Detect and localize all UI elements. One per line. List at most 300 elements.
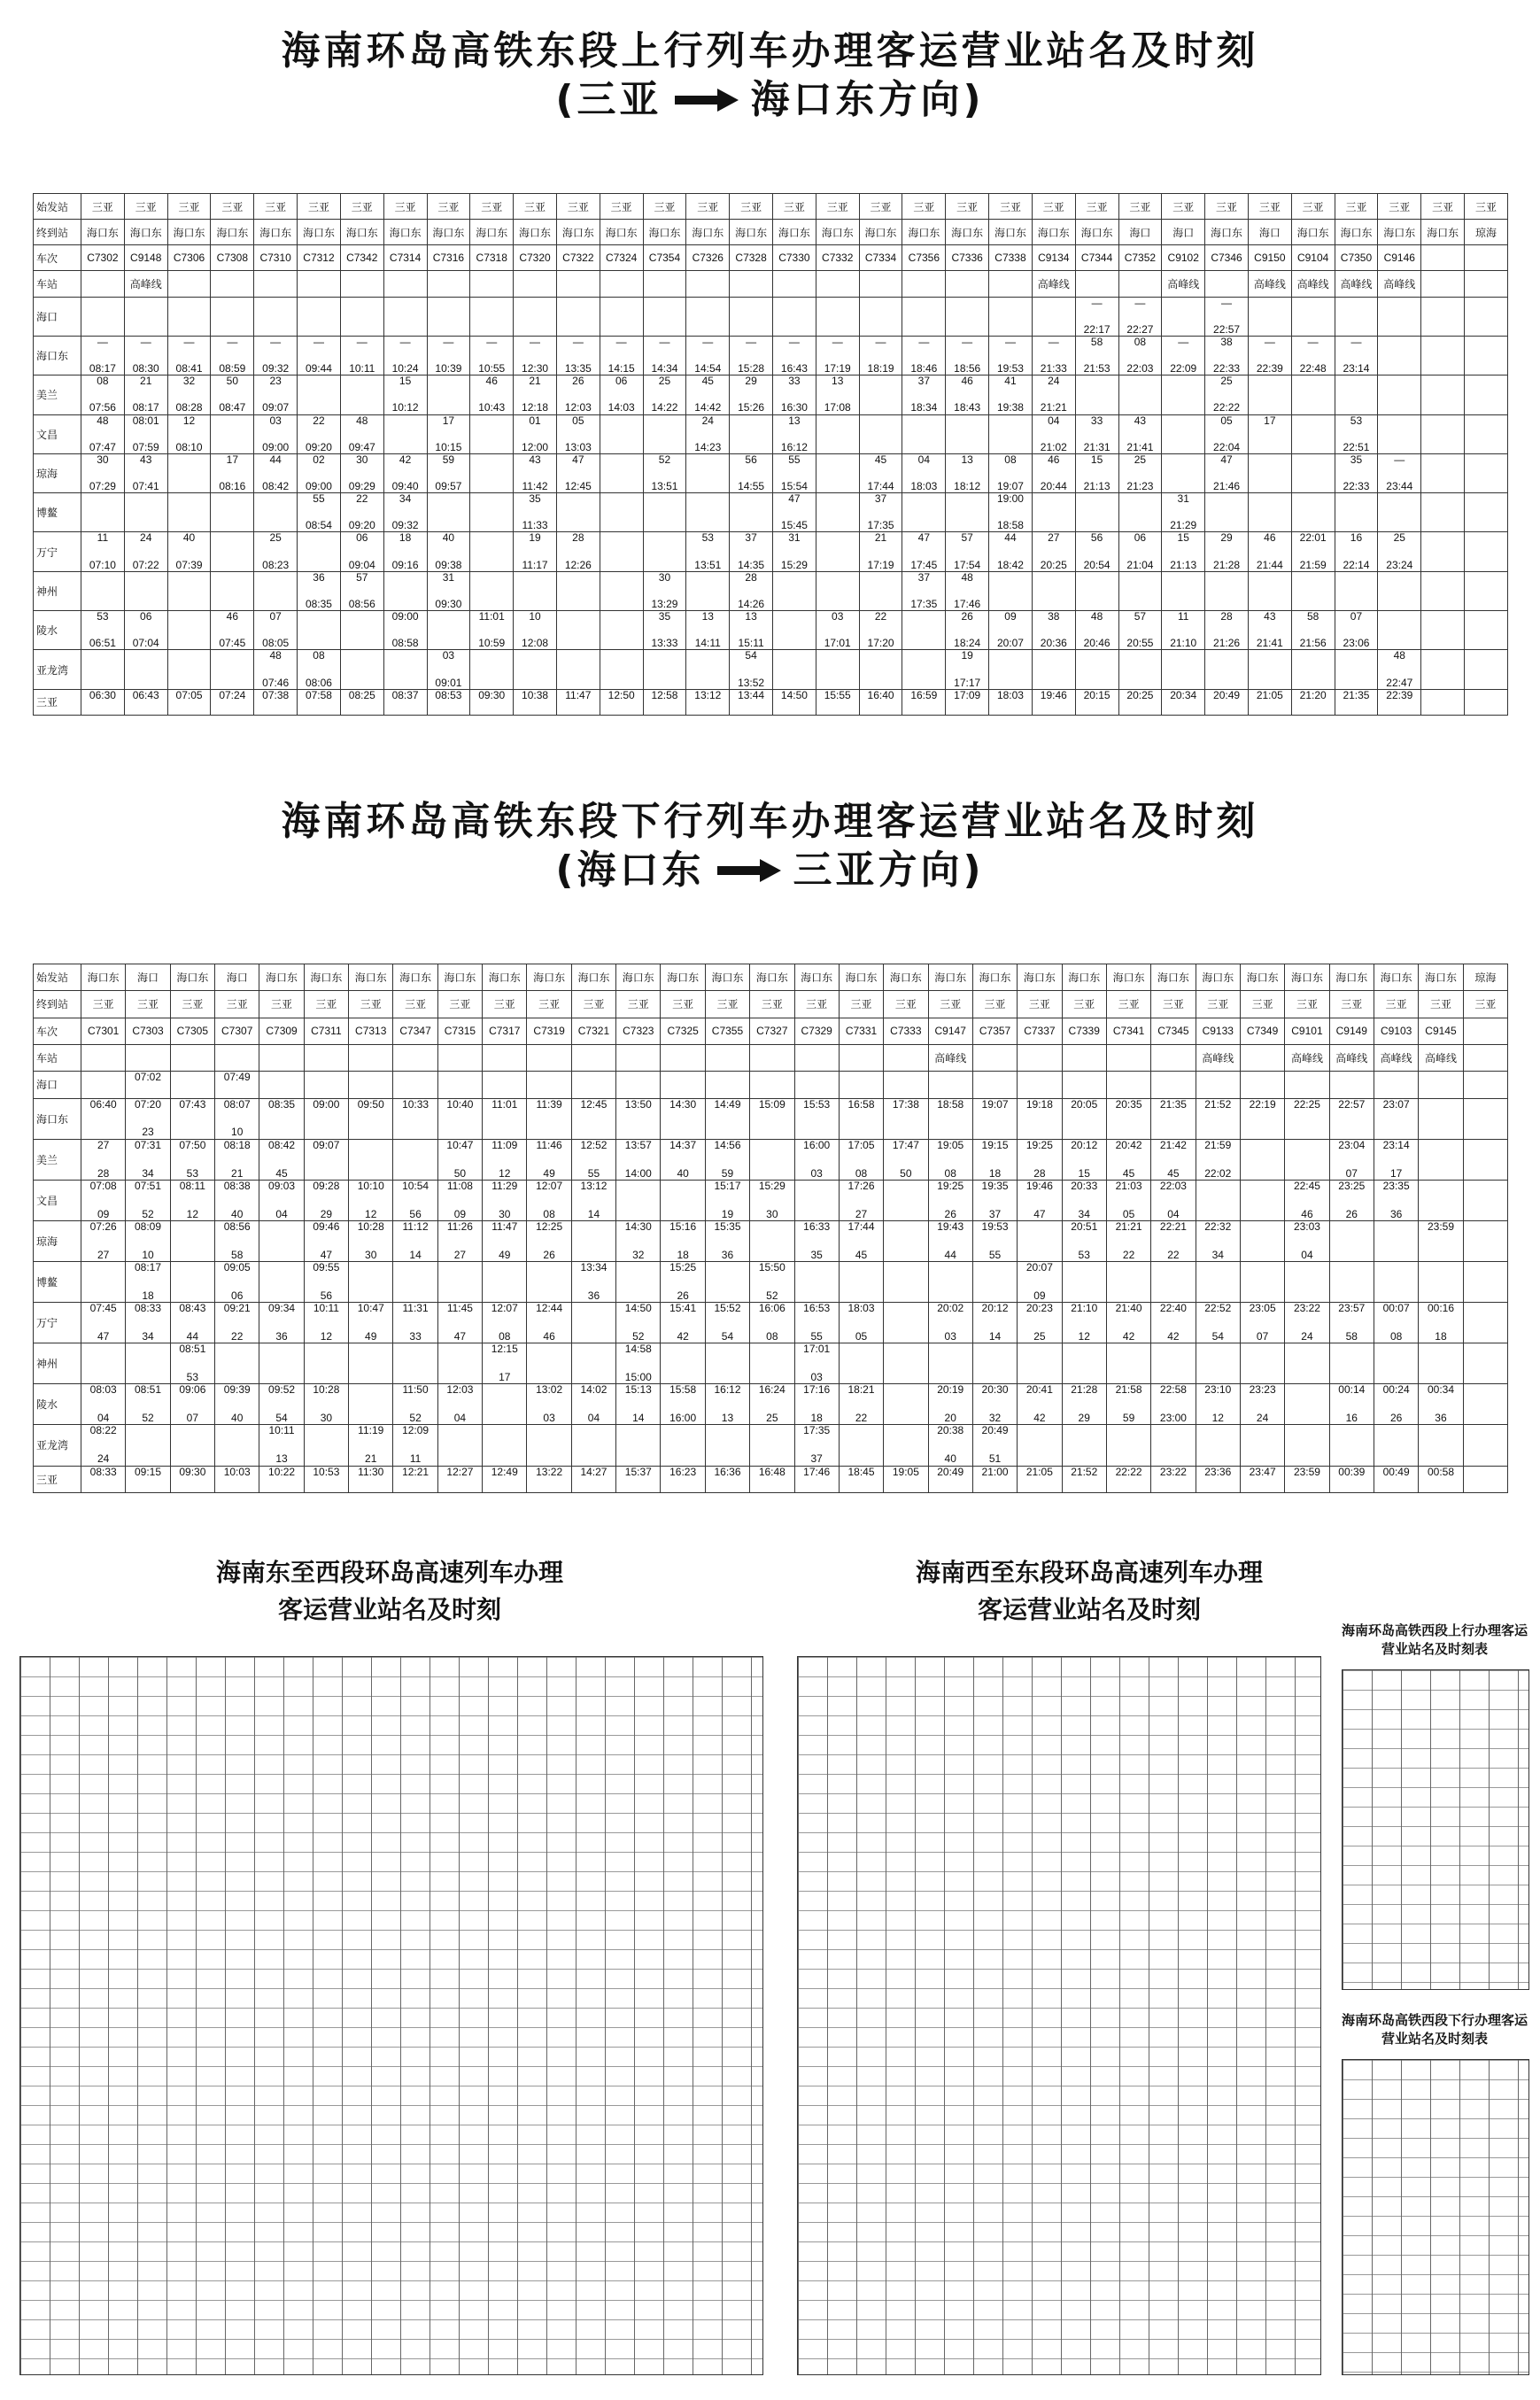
depart-time: 09:20 — [305, 440, 332, 453]
time-cell — [340, 336, 383, 375]
time-cell — [1106, 1098, 1150, 1139]
depart-time: 10:55 — [478, 362, 506, 375]
arrive-time: 21:10 — [1071, 1302, 1098, 1315]
depart-time: 17:54 — [954, 558, 981, 571]
time-cell — [730, 297, 773, 336]
cell-trains: C7344 — [1075, 245, 1118, 271]
depart-time: 09:30 — [435, 597, 462, 610]
lower-mid-timetable — [797, 1656, 1321, 2375]
arrive-time: 17:35 — [803, 1424, 831, 1437]
cell-trains: C7339 — [1062, 1018, 1106, 1044]
cell-dest: 三亚 — [1329, 991, 1374, 1018]
time-cell — [1463, 1220, 1507, 1261]
time-cell — [1465, 689, 1508, 715]
cell-origin: 海口东 — [259, 964, 304, 991]
depart-time: 21:53 — [1083, 362, 1111, 375]
time-cell — [794, 1466, 839, 1492]
depart-time: 09:04 — [348, 558, 375, 571]
cell-origin: 海口东 — [972, 964, 1017, 991]
arrive-time: 07:50 — [179, 1139, 206, 1151]
arrive-time: 45 — [701, 375, 714, 388]
arrive-time: 14:56 — [714, 1139, 741, 1151]
time-cell — [1374, 1425, 1418, 1466]
arrive-time: 40 — [182, 531, 196, 545]
arrive-time: 20:19 — [937, 1383, 964, 1397]
depart-time: 08:35 — [305, 597, 332, 610]
time-cell — [571, 1303, 615, 1343]
time-cell — [1106, 1180, 1150, 1220]
lower-mid-title-line2: 客运营业站名及时刻 — [977, 1595, 1201, 1624]
time-cell — [730, 336, 773, 375]
arrive-time: 17:47 — [892, 1139, 919, 1151]
time-cell — [1329, 1139, 1374, 1180]
arrive-time: — — [183, 336, 195, 348]
cell-dest: 海口 — [1248, 220, 1291, 245]
arrive-time: 08:51 — [179, 1343, 206, 1356]
time-cell — [126, 1139, 170, 1180]
arrive-time: 17:26 — [847, 1180, 875, 1192]
arrive-time: 00:24 — [1382, 1383, 1410, 1397]
depart-time: 21:41 — [1126, 440, 1154, 453]
cell-dest: 海口东 — [211, 220, 254, 245]
arrive-time: 47 — [1220, 453, 1233, 466]
cell-dest: 三亚 — [661, 991, 705, 1018]
time-cell — [527, 1072, 571, 1098]
time-cell — [705, 1220, 749, 1261]
time-cell — [989, 453, 1033, 492]
time-cell — [483, 1262, 527, 1303]
depart-time: 06:51 — [89, 637, 116, 650]
arrive-time: 35 — [1350, 453, 1363, 466]
arrive-time: 21 — [140, 375, 152, 388]
arrive-time: 11:46 — [536, 1139, 562, 1151]
time-cell — [556, 297, 600, 336]
arrive-time: 07:58 — [305, 689, 332, 701]
depart-time: 08:28 — [175, 401, 203, 414]
header-row-trains — [34, 245, 1508, 271]
cell-origin: 海口东 — [884, 964, 928, 991]
depart-time: 35 — [810, 1248, 823, 1261]
cell-dest: 海口 — [1162, 220, 1205, 245]
arrive-time: 22:25 — [1293, 1098, 1320, 1111]
depart-time: 10:11 — [349, 362, 375, 375]
depart-time: 08:58 — [391, 637, 419, 650]
time-cell — [1106, 1466, 1150, 1492]
arrive-time: — — [97, 336, 108, 348]
time-cell — [437, 1180, 482, 1220]
cell-peak — [902, 271, 946, 297]
depart-time: 04 — [97, 1412, 110, 1425]
arrive-time: 11:47 — [491, 1220, 518, 1233]
cell-dest: 三亚 — [1240, 991, 1284, 1018]
arrive-time: 29 — [1220, 531, 1233, 545]
down-subtitle-to: 三亚方向) — [793, 848, 985, 893]
arrive-time: 21:21 — [1115, 1220, 1142, 1233]
time-cell — [304, 1425, 348, 1466]
time-cell — [1335, 532, 1378, 571]
arrive-time: 20:23 — [1025, 1302, 1053, 1315]
arrive-time: 33 — [1090, 414, 1103, 427]
depart-time: 11 — [409, 1452, 422, 1466]
time-cell — [616, 1343, 661, 1384]
time-cell — [170, 1220, 214, 1261]
time-cell — [1196, 1220, 1240, 1261]
depart-time: 08 — [855, 1166, 868, 1180]
arrive-time: 11:12 — [402, 1220, 429, 1233]
arrive-time: 08:53 — [435, 689, 462, 701]
arrive-time: 37 — [874, 492, 887, 506]
time-cell — [661, 1262, 705, 1303]
time-cell — [686, 336, 730, 375]
header-row-dest — [34, 220, 1508, 245]
time-cell — [304, 1384, 348, 1425]
cell-dest: 海口东 — [600, 220, 643, 245]
arrive-time: 57 — [356, 571, 368, 584]
depart-time: 13:29 — [651, 597, 678, 610]
time-cell — [859, 336, 902, 375]
time-cell — [427, 414, 470, 453]
depart-time: 55 — [988, 1248, 1002, 1261]
cell-peak — [383, 271, 427, 297]
time-cell — [1062, 1139, 1106, 1180]
arrive-time: 19:15 — [981, 1139, 1009, 1151]
cell-origin: 三亚 — [730, 194, 773, 220]
cell-origin: 海口东 — [661, 964, 705, 991]
arrive-time: 21:35 — [1159, 1098, 1187, 1111]
arrive-time: 11:01 — [478, 610, 505, 623]
time-cell — [1075, 414, 1118, 453]
arrive-time: 12:44 — [536, 1302, 563, 1315]
arrive-time: 11:01 — [491, 1098, 518, 1111]
cell-peak — [686, 271, 730, 297]
depart-time: 44 — [944, 1248, 956, 1261]
time-cell — [514, 571, 557, 610]
time-cell — [1240, 1098, 1284, 1139]
cell-peak — [1421, 271, 1465, 297]
time-cell — [859, 611, 902, 650]
time-cell — [1106, 1139, 1150, 1180]
arrive-time: 11:29 — [491, 1180, 518, 1192]
cell-peak — [884, 1044, 928, 1071]
row-label: 车站 — [34, 271, 81, 297]
cell-origin: 海口东 — [349, 964, 393, 991]
cell-peak — [170, 1044, 214, 1071]
time-cell — [1118, 493, 1162, 532]
time-cell — [1151, 1098, 1196, 1139]
time-cell — [1291, 571, 1335, 610]
arrive-time: 33 — [788, 375, 801, 388]
time-cell — [859, 493, 902, 532]
cell-trains: C7318 — [470, 245, 514, 271]
row-label: 始发站 — [34, 964, 81, 991]
time-cell — [393, 1343, 437, 1384]
time-cell — [437, 1262, 482, 1303]
time-cell — [81, 1425, 126, 1466]
cell-origin: 琼海 — [1463, 964, 1507, 991]
arrive-time: 06 — [615, 375, 628, 388]
time-cell — [1032, 336, 1075, 375]
time-cell — [1162, 571, 1205, 610]
time-cell — [773, 414, 816, 453]
station-row — [34, 532, 1508, 571]
cell-dest: 海口东 — [730, 220, 773, 245]
cell-trains: C7331 — [839, 1018, 883, 1044]
station-name: 陵水 — [34, 1384, 81, 1425]
depart-time: 34 — [1078, 1207, 1090, 1220]
arrive-time: 22:21 — [1159, 1220, 1187, 1233]
time-cell — [600, 650, 643, 689]
time-cell — [340, 571, 383, 610]
time-cell — [215, 1180, 259, 1220]
cell-trains: C7323 — [616, 1018, 661, 1044]
time-cell — [928, 1262, 972, 1303]
time-cell — [928, 1425, 972, 1466]
arrive-time: 53 — [97, 610, 109, 623]
arrive-time: 19:00 — [996, 492, 1024, 506]
arrive-time: 59 — [442, 453, 455, 466]
arrive-time: 17:38 — [892, 1098, 919, 1111]
depart-time: 27 — [855, 1207, 868, 1220]
time-cell — [946, 611, 989, 650]
depart-time: 16:00 — [669, 1412, 697, 1425]
arrive-time: 54 — [745, 649, 757, 662]
depart-time: 19:07 — [996, 479, 1024, 492]
time-cell — [1248, 493, 1291, 532]
arrive-time: 17:16 — [803, 1383, 831, 1397]
arrive-time: 08 — [97, 375, 109, 388]
depart-time: 22:27 — [1126, 322, 1154, 336]
arrive-time: 14:37 — [669, 1139, 697, 1151]
time-cell — [126, 1384, 170, 1425]
time-cell — [1419, 1220, 1463, 1261]
arrive-time: 12:27 — [446, 1466, 474, 1478]
time-cell — [124, 689, 167, 715]
arrive-time: 17 — [1264, 414, 1276, 427]
time-cell — [167, 493, 211, 532]
time-cell — [124, 336, 167, 375]
up-subtitle-to: 海口东方向) — [750, 77, 985, 122]
depart-time: 07:29 — [89, 479, 116, 492]
time-cell — [393, 1425, 437, 1466]
time-cell — [1106, 1425, 1150, 1466]
arrive-time: 07:08 — [89, 1180, 117, 1192]
time-cell — [556, 689, 600, 715]
cell-peak — [600, 271, 643, 297]
arrive-time: 18:03 — [996, 689, 1024, 701]
arrive-time: 23:22 — [1159, 1466, 1187, 1478]
time-cell — [1374, 1303, 1418, 1343]
depart-time: 09 — [453, 1207, 467, 1220]
time-cell — [1463, 1098, 1507, 1139]
time-cell — [215, 1425, 259, 1466]
cell-peak — [483, 1044, 527, 1071]
time-cell — [126, 1098, 170, 1139]
time-cell — [1291, 650, 1335, 689]
cell-origin: 三亚 — [298, 194, 341, 220]
time-cell — [1335, 297, 1378, 336]
station-name: 亚龙湾 — [34, 1425, 81, 1466]
time-cell — [1106, 1262, 1150, 1303]
time-cell — [298, 611, 341, 650]
time-cell — [259, 1072, 304, 1098]
time-cell — [1118, 375, 1162, 414]
time-cell — [1329, 1098, 1374, 1139]
time-cell — [1018, 1072, 1062, 1098]
depart-time: 12:18 — [522, 401, 549, 414]
cell-peak — [1118, 271, 1162, 297]
time-cell — [1240, 1072, 1284, 1098]
arrive-time: 19:46 — [1025, 1180, 1053, 1192]
depart-time: 10:43 — [478, 401, 506, 414]
time-cell — [1378, 532, 1421, 571]
cell-peak: 高峰线 — [1378, 271, 1421, 297]
time-cell — [259, 1180, 304, 1220]
depart-time: 45 — [1122, 1166, 1135, 1180]
cell-peak: 高峰线 — [928, 1044, 972, 1071]
depart-time: 09 — [1033, 1289, 1046, 1302]
up-title: 海南环岛高铁东段上行列车办理客运营业站名及时刻 — [281, 28, 1259, 74]
depart-time: 17:19 — [824, 362, 851, 375]
time-cell — [600, 493, 643, 532]
time-cell — [902, 493, 946, 532]
depart-time: 08 — [499, 1330, 511, 1343]
station-row — [34, 1098, 1508, 1139]
depart-time: 08 — [543, 1207, 555, 1220]
arrive-time: 16:12 — [714, 1383, 741, 1397]
cell-trains: C7354 — [643, 245, 686, 271]
arrive-time: 11:45 — [446, 1302, 473, 1315]
cell-peak — [705, 1044, 749, 1071]
arrive-time: 12:21 — [402, 1466, 429, 1478]
time-cell — [616, 1139, 661, 1180]
time-cell — [1018, 1384, 1062, 1425]
time-cell — [1205, 493, 1249, 532]
arrive-time: 17:09 — [954, 689, 981, 701]
time-cell — [816, 453, 859, 492]
time-cell — [1075, 336, 1118, 375]
arrive-time: 09:21 — [223, 1302, 251, 1315]
time-cell — [773, 532, 816, 571]
cell-dest: 三亚 — [750, 991, 794, 1018]
time-cell — [946, 336, 989, 375]
lower-left-timetable — [19, 1656, 763, 2375]
time-cell — [773, 336, 816, 375]
down-title: 海南环岛高铁东段下行列车办理客运营业站名及时刻 — [281, 799, 1259, 844]
depart-time: 12:00 — [522, 440, 549, 453]
down-subtitle-from: (海口东 — [555, 848, 705, 893]
arrive-time: 25 — [1134, 453, 1147, 466]
time-cell — [600, 414, 643, 453]
time-cell — [304, 1220, 348, 1261]
arrive-time: 13 — [701, 610, 714, 623]
up-timetable — [33, 193, 1508, 716]
cell-trains: C7315 — [437, 1018, 482, 1044]
arrive-time: 07 — [1350, 610, 1363, 623]
time-cell — [254, 297, 298, 336]
cell-origin: 三亚 — [946, 194, 989, 220]
depart-time: 21:23 — [1126, 479, 1154, 492]
cell-peak — [470, 271, 514, 297]
arrive-time: 22:19 — [1249, 1098, 1276, 1111]
arrive-time: 13:57 — [624, 1139, 652, 1151]
row-label: 车次 — [34, 1018, 81, 1044]
depart-time: 52 — [409, 1412, 422, 1425]
arrive-time: 55 — [788, 453, 801, 466]
time-cell — [298, 375, 341, 414]
cell-dest: 海口东 — [773, 220, 816, 245]
time-cell — [1196, 1466, 1240, 1492]
cell-trains: C7302 — [81, 245, 125, 271]
depart-time: 09:38 — [435, 558, 462, 571]
depart-time: 03 — [810, 1166, 823, 1180]
arrive-time: 18:21 — [847, 1383, 875, 1397]
arrive-time: 13:44 — [738, 689, 765, 701]
depart-time: 34 — [1211, 1248, 1224, 1261]
arrive-time: 23:03 — [1293, 1220, 1320, 1233]
arrive-time: 03 — [832, 610, 844, 623]
time-cell — [215, 1343, 259, 1384]
depart-time: 14:54 — [694, 362, 722, 375]
cell-trains: C7314 — [383, 245, 427, 271]
arrive-time: 11:30 — [358, 1466, 384, 1478]
depart-time: 22:17 — [1083, 322, 1111, 336]
arrive-time: 21:05 — [1256, 689, 1283, 701]
time-cell — [989, 650, 1033, 689]
depart-time: 21:59 — [1299, 558, 1327, 571]
depart-time: 45 — [1167, 1166, 1180, 1180]
arrive-time: 23 — [269, 375, 282, 388]
depart-time: 16 — [1345, 1412, 1358, 1425]
time-cell — [1196, 1180, 1240, 1220]
lower-mid-grid — [798, 1657, 1320, 2374]
time-cell — [1118, 571, 1162, 610]
depart-time: 21:41 — [1256, 637, 1283, 650]
time-cell — [1106, 1072, 1150, 1098]
depart-time: 14:00 — [624, 1166, 652, 1180]
time-cell — [686, 414, 730, 453]
arrive-time: 46 — [226, 610, 239, 623]
cell-dest: 三亚 — [571, 991, 615, 1018]
arrive-time: 09:05 — [223, 1261, 251, 1274]
depart-time: 58 — [1345, 1330, 1358, 1343]
arrive-time: 13 — [745, 610, 757, 623]
time-cell — [1162, 375, 1205, 414]
time-cell — [215, 1466, 259, 1492]
time-cell — [126, 1180, 170, 1220]
time-cell — [298, 689, 341, 715]
depart-time: 20:07 — [996, 637, 1024, 650]
time-cell — [989, 414, 1033, 453]
arrive-time: 46 — [1048, 453, 1060, 466]
time-cell — [527, 1262, 571, 1303]
depart-time: 10 — [231, 1126, 244, 1139]
time-cell — [1465, 571, 1508, 610]
arrive-time: 14:50 — [780, 689, 808, 701]
time-cell — [527, 1139, 571, 1180]
depart-time: 15:00 — [624, 1371, 652, 1384]
depart-time: 17:19 — [867, 558, 894, 571]
time-cell — [884, 1425, 928, 1466]
header-row-trains — [34, 1018, 1508, 1044]
depart-time: 54 — [721, 1330, 734, 1343]
time-cell — [1378, 375, 1421, 414]
time-cell — [1240, 1384, 1284, 1425]
time-cell — [1240, 1466, 1284, 1492]
time-cell — [1062, 1072, 1106, 1098]
time-cell — [928, 1384, 972, 1425]
time-cell — [349, 1343, 393, 1384]
time-cell — [1018, 1220, 1062, 1261]
